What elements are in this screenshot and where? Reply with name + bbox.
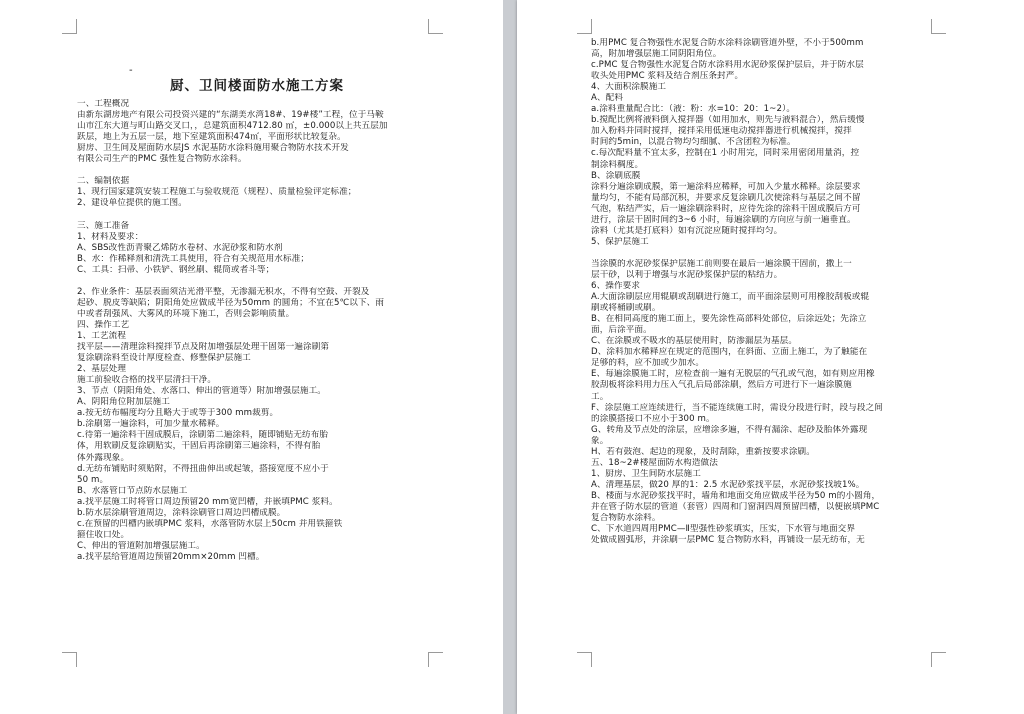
text-line: 起砂、脱皮等缺陷；阴阳角处应做成半径为50mm 的圆角；不宜在5℃以下、雨 (77, 297, 385, 308)
text-line: 施工前验收合格的找平层清扫干净。 (77, 375, 217, 386)
text-line: c.PMC 复合物强性水泥复合防水涂料用水泥砂浆保护层后，并于防水层 (591, 60, 864, 71)
text-line: B、水：作稀释剂和清洗工具使用，符合有关规范用水标准； (77, 253, 310, 264)
text-line: H、若有鼓泡、起边的现象，及时刮除，重新按要求涂刷。 (591, 446, 815, 457)
text-line: 足够的料，应不加或少加水。 (591, 358, 705, 369)
text-line: A、阴阳角位附加层施工 (77, 397, 170, 408)
crop-mark-bottom-left (62, 652, 77, 667)
text-line: 跃层，地上为五层一层，地下室建筑面积474㎡，平面形状比较复杂。 (77, 132, 346, 143)
crop-mark-bottom-right (931, 652, 946, 667)
text-line: 4、大面积涂膜施工 (591, 82, 667, 93)
text-line: 1、厨房、卫生间防水层施工 (591, 468, 701, 479)
text-line: a.找平层施工时将管口周边预留20 mm宽凹槽，并嵌填PMC 浆料。 (77, 496, 338, 507)
text-line: 气泡，粘结严实，后一遍涂刷涂料时，应待先涂的涂料干固成膜后方可 (591, 203, 861, 214)
text-line: 制涂料稠度。 (591, 159, 644, 170)
text-line: B、水落管口节点防水层施工 (77, 485, 188, 496)
text-line: 面，后涂平面。 (591, 325, 652, 336)
text-line: 加入粉料并同时搅拌，搅拌采用低速电动搅拌器进行机械搅拌，搅拌 (591, 126, 852, 137)
text-line: A、清理基层，做20 厚的1：2.5 水泥砂浆找平层，水泥砂浆找坡1%。 (591, 479, 865, 490)
text-line: 有限公司生产的PMC 强性复合物防水涂料。 (77, 154, 247, 165)
text-line: 找平层——清理涂料搅拌节点及附加增强层处理干固第一遍涂刷第 (77, 342, 330, 353)
text-line: A.大面涂刷层应用辊刷或刮刷进行施工，而平面涂层则可用橡胶刮板或辊 (591, 292, 870, 303)
crop-mark-top-left (62, 19, 77, 34)
text-line: G、转角及节点处的涂层，应增涂多遍，不得有漏涂、起砂及胎体外露现 (591, 424, 868, 435)
text-line: c.每次配料量不宜太多，控制在1 小时用完，同时采用密闭用量消，控 (591, 148, 860, 159)
crop-mark-top-right (428, 19, 443, 34)
text-line: 体，用软刷反复涂刷贴实，干固后再涂刷第三遍涂料，不得有胎 (77, 441, 321, 452)
text-line: 当涂膜的水泥砂浆保护层施工前则要在最后一遍涂膜干固前，撒上一 (591, 258, 852, 269)
text-line: 一、工程概况 (77, 99, 130, 109)
text-line: 1、工艺流程 (77, 330, 127, 341)
text-line: 层干砂，以利于增强与水泥砂浆保护层的粘结力。 (591, 269, 783, 280)
text-line: 五、18~2#楼屋面防水构造做法 (591, 457, 718, 468)
text-line: b.涂刷第一遍涂料，可加少量水稀释。 (77, 419, 225, 430)
text-line: 体外露现象。 (77, 452, 130, 463)
text-line: 中或者刮强风、大雾风的环境下施工，否则会影响质量。 (77, 308, 295, 319)
text-line: 50 m。 (77, 474, 109, 485)
text-line: 二、编制依据 (77, 176, 130, 187)
text-line: 的涂膜搭接口不应小于300 m。 (591, 413, 715, 424)
text-line: 并在管子防水层的管道（套管）四周和门窗洞四周预留凹槽，以便嵌填PMC (591, 501, 880, 512)
text-line: 3、节点（阴阳角处、水落口、伸出的管道等）附加增强层施工。 (77, 386, 326, 397)
paragraph-gap (77, 276, 437, 287)
text-line: 1、现行国家建筑安装工程施工与验收规范（规程）、质量检验评定标准； (77, 187, 357, 198)
crop-mark-bottom-right (428, 652, 443, 667)
text-line: 时间约5min，以混合物均匀细腻、不含团粒为标准。 (591, 137, 796, 148)
text-line: a.涂料重量配合比：（液：粉：水=10：20：1~2）。 (591, 104, 796, 115)
page-gutter (503, 0, 517, 714)
text-line: 胶刮板将涂料用力压入气孔后局部涂刷，然后方可进行下一遍涂膜施 (591, 380, 852, 391)
text-line: C、在涂膜或不吸水的基层使用时，防渗漏层为基层。 (591, 336, 798, 347)
text-line: 收头处用PMC 浆料及结合剂压条封严。 (591, 71, 744, 82)
text-line: 四、操作工艺 (77, 319, 130, 330)
text-line: 1、材料及要求： (77, 231, 144, 242)
text-line: F、涂层施工应连续进行，当不能连续施工时，需设分段进行时，段与段之间 (591, 402, 883, 413)
text-line: A、SBS改性沥青聚乙烯防水卷材、水泥砂浆和防水剂 (77, 242, 283, 253)
text-line: 处做成圆弧形，并涂刷一层PMC 复合物防水料，再铺设一层无纺布，无 (591, 535, 865, 546)
crop-mark-top-left (577, 19, 592, 34)
text-line: 2、作业条件：基层表面须洁光滑平整，无渗漏无积水，不得有空鼓、开裂及 (77, 286, 370, 297)
paragraph-gap (77, 165, 437, 176)
crop-mark-top-right (931, 19, 946, 34)
text-line: 箍住收口处。 (77, 529, 130, 540)
text-line: 进行，涂层干固时间约3~6 小时，每遍涂刷的方向应与前一遍垂直。 (591, 214, 856, 225)
text-line: 高，附加增强层施工同阴阳角位。 (591, 49, 722, 60)
right-page-text (591, 38, 936, 546)
text-line: 5、保护层施工 (591, 236, 649, 247)
text-line: 工。 (591, 391, 609, 402)
text-line: c.待第一遍涂料干固成膜后，涂刷第二遍涂料，随即铺贴无纺布胎 (77, 430, 329, 441)
text-line: 厨房、卫生间及屋面防水层JS 水泥基防水涂料施用聚合物防水技术开发 (77, 143, 349, 154)
text-line: B、在相同高度的施工面上，要先涂性高部料处部位，后涂远处；先涂立 (591, 314, 867, 325)
document-title: 厨、卫间楼面防水施工方案 (170, 78, 344, 94)
header-dash: - (129, 65, 133, 76)
text-line: A、配料 (591, 93, 624, 104)
text-line: C、下水道四周用PMC—Ⅱ型强性砂浆填实，压实，下水管与地面交界 (591, 524, 856, 535)
text-line: b.防水层涂刷管道周边，涂料涂刷管口周边凹槽成膜。 (77, 507, 286, 518)
text-line: 山市江东大道与町山路交叉口，，总建筑面积4712.80 ㎡，±0.000以上共五层加 (77, 121, 388, 132)
text-line: 由新东湖房地产有限公司投资兴建的“东湖美水湾18#、19#楼”工程，位于马鞍 (77, 110, 384, 121)
text-line: 2、建设单位提供的施工图。 (77, 198, 187, 209)
text-line: a.找平层给管道周边预留20mm×20mm 凹槽。 (77, 551, 265, 562)
text-line: B、楼面与水泥砂浆找平时，墙角和地面交角应做成半径为50 m的小圆角， (591, 490, 881, 501)
text-line: 2、基层处理 (77, 364, 127, 375)
text-line: c.在预留的凹槽内嵌填PMC 浆料，水落管防水层上50cm 并用铁箍铁 (77, 518, 343, 529)
text-line: D、涂料加水稀释应在规定的范围内，在斜面、立面上施工，为了触能在 (591, 347, 868, 358)
text-line: 复涂刷涂料至设计厚度检查、修整保护层施工 (77, 353, 251, 364)
text-line: 刷或将桶刷或刷。 (591, 303, 661, 314)
text-line: 涂料（尤其是打底料）如有沉淀应随时搅拌均匀。 (591, 225, 783, 236)
text-line: C、工具：扫帚、小铁铲、钢丝刷、辊筒或者斗等； (77, 264, 275, 275)
text-line: 复合物防水涂料。 (591, 513, 661, 524)
paragraph-gap (77, 209, 437, 220)
text-line: 象。 (591, 435, 609, 446)
text-line: E、每遍涂膜施工时，应检查前一遍有无脱层的气孔或气泡，如有则应用橡 (591, 369, 875, 380)
left-page-body (77, 99, 437, 563)
text-line: C、伸出的管道附加增强层施工。 (77, 540, 205, 551)
text-line: B、涂刷底膜 (591, 170, 641, 181)
text-line: a.按无纺布幅度均分且略大于或等于300 mm裁剪。 (77, 408, 279, 419)
text-line: 三、施工准备 (77, 220, 130, 231)
left-page-text (77, 66, 437, 563)
crop-mark-bottom-left (577, 652, 592, 667)
text-line: 量均匀，不能有局部沉积，并要求反复涂刷几次使涂料与基层之间不留 (591, 192, 861, 203)
text-line: 涂料分遍涂刷成膜，第一遍涂料应稀释，可加入少量水稀释。涂层要求 (591, 181, 861, 192)
text-line: b.搅配比例将液料倒入搅拌器（如用加水，则先与液料混合），然后缓慢 (591, 115, 865, 126)
right-page-body (591, 38, 936, 546)
text-line: 6、操作要求 (591, 281, 641, 292)
paragraph-gap (591, 248, 936, 259)
text-line: d.无纺布铺贴时须贴附，不得扭曲伸出或起皱，搭接宽度不应小于 (77, 463, 329, 474)
text-line: b.用PMC 复合物强性水泥复合防水涂料涂刷管道外壁，不小于500mm (591, 38, 864, 48)
